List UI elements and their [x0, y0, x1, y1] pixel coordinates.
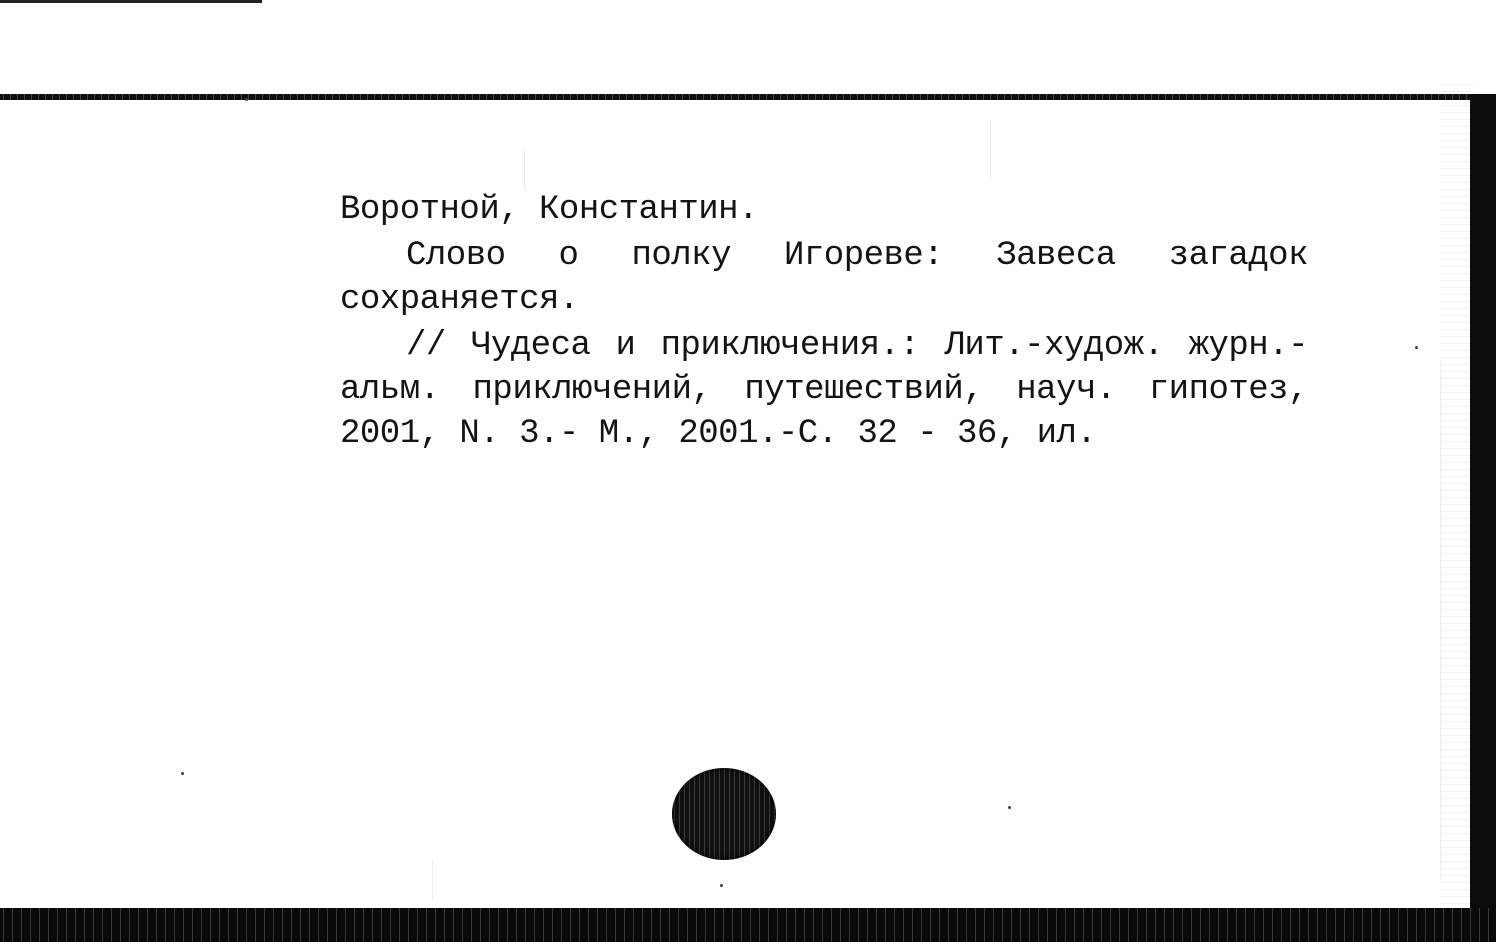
- card-bottom-edge: [0, 908, 1496, 942]
- scan-artifact: [432, 860, 433, 900]
- scan-speck: [181, 772, 184, 775]
- scan-speck: [245, 98, 248, 101]
- card-top-edge: [0, 94, 1476, 100]
- scan-speck: [1008, 806, 1011, 809]
- scan-speck: [720, 884, 723, 887]
- scan-artifact: [524, 150, 525, 190]
- scan-artifact: [1440, 360, 1441, 880]
- source-paragraph: // Чудеса и приключения.: Лит.-худож. журн.-альм. приключений, путешествий, науч. гипотез, 2001, N. 3.- М., 2001.-С. 32 - 36, ил.: [340, 327, 1308, 453]
- author-line: Воротной, Константин.: [340, 191, 758, 229]
- card-top-left-edge: [0, 0, 262, 3]
- scan-speck: [1415, 346, 1418, 349]
- card-right-shadow: [1440, 80, 1474, 910]
- card-right-edge: [1470, 94, 1496, 912]
- card-text-block: [340, 188, 1308, 456]
- title-paragraph: Слово о полку Игореве: Завеса загадок сохраняется.: [340, 237, 1308, 319]
- scan-artifact: [990, 120, 991, 180]
- card-punch-hole: [672, 768, 776, 860]
